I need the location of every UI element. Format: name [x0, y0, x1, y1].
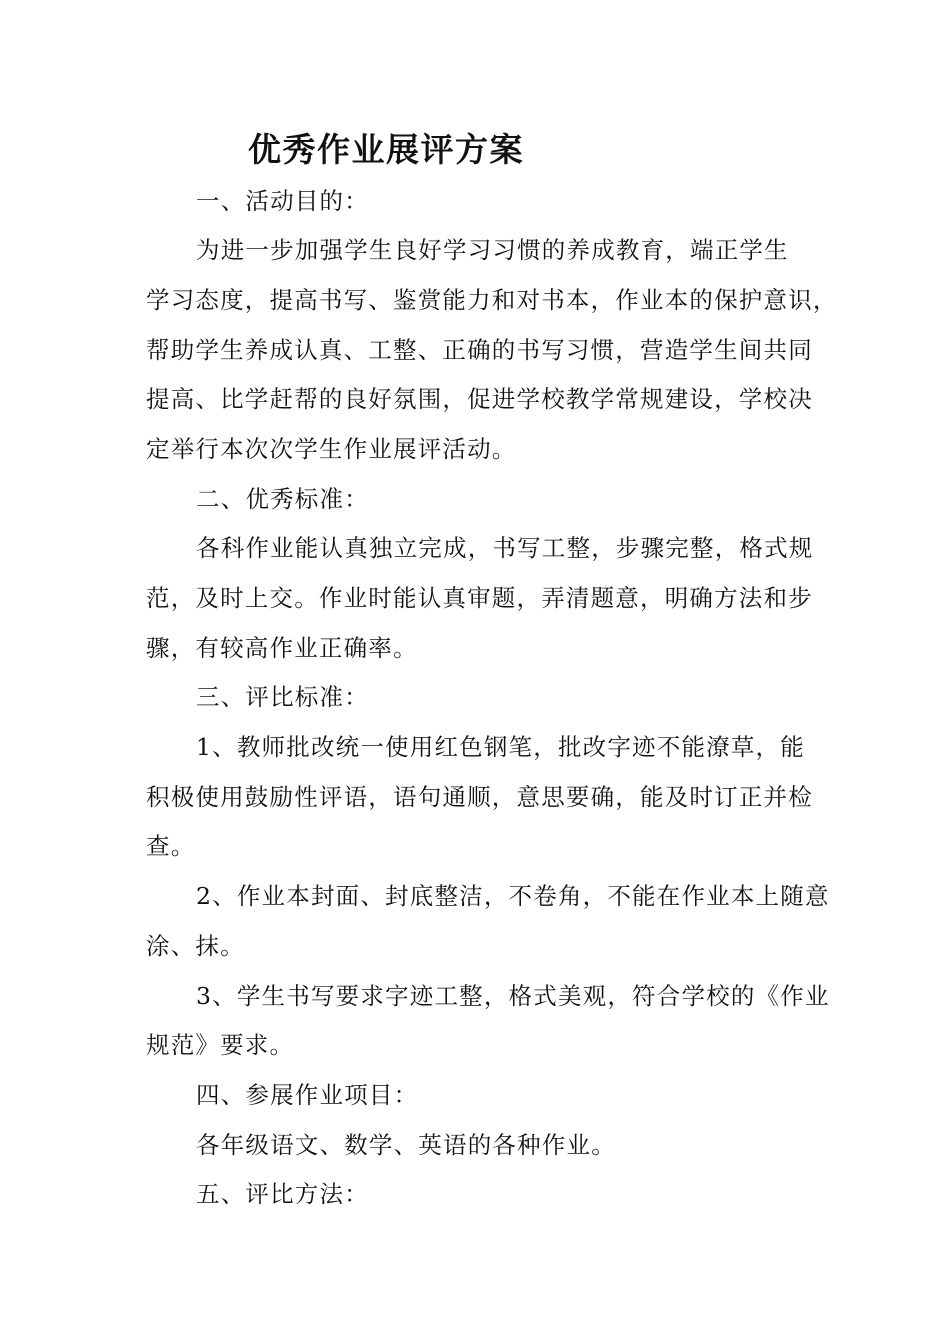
paragraph-line: 各年级语文、数学、英语的各种作业。 — [196, 1131, 616, 1159]
paragraph-line: 帮助学生养成认真、工整、正确的书写习惯，营造学生间共同 — [146, 336, 813, 364]
document-title: 优秀作业展评方案 — [248, 130, 524, 169]
paragraph-line: 1、教师批改统一使用红色钢笔，批改字迹不能潦草，能 — [196, 733, 805, 761]
paragraph-line: 查。 — [146, 832, 196, 860]
paragraph-line: 规范》要求。 — [146, 1031, 295, 1059]
paragraph-line: 各科作业能认真独立完成，书写工整，步骤完整，格式规 — [196, 534, 814, 562]
paragraph-line: 提高、比学赶帮的良好氛围，促进学校教学常规建设，学校决 — [146, 385, 813, 413]
heading-exhibit-items: 四、参展作业项目： — [196, 1081, 419, 1109]
heading-evaluation-standard: 三、评比标准： — [196, 683, 369, 711]
paragraph-line: 3、学生书写要求字迹工整，格式美观，符合学校的《作业 — [196, 982, 830, 1010]
heading-evaluation-method: 五、评比方法： — [196, 1180, 369, 1208]
paragraph-line: 为进一步加强学生良好学习习惯的养成教育，端正学生 — [196, 236, 789, 264]
paragraph-line: 范，及时上交。作业时能认真审题，弄清题意，明确方法和步 — [146, 584, 813, 612]
heading-activity-purpose: 一、活动目的： — [196, 187, 369, 215]
paragraph-line: 涂、抹。 — [146, 932, 245, 960]
paragraph-line: 定举行本次次学生作业展评活动。 — [146, 435, 517, 463]
paragraph-line: 学习态度，提高书写、鉴赏能力和对书本，作业本的保护意识， — [146, 286, 838, 314]
paragraph-line: 2、作业本封面、封底整洁，不卷角，不能在作业本上随意 — [196, 882, 830, 910]
paragraph-line: 积极使用鼓励性评语，语句通顺，意思要确，能及时订正并检 — [146, 783, 813, 811]
heading-excellence-standard: 二、优秀标准： — [196, 485, 369, 513]
paragraph-line: 骤，有较高作业正确率。 — [146, 634, 418, 662]
